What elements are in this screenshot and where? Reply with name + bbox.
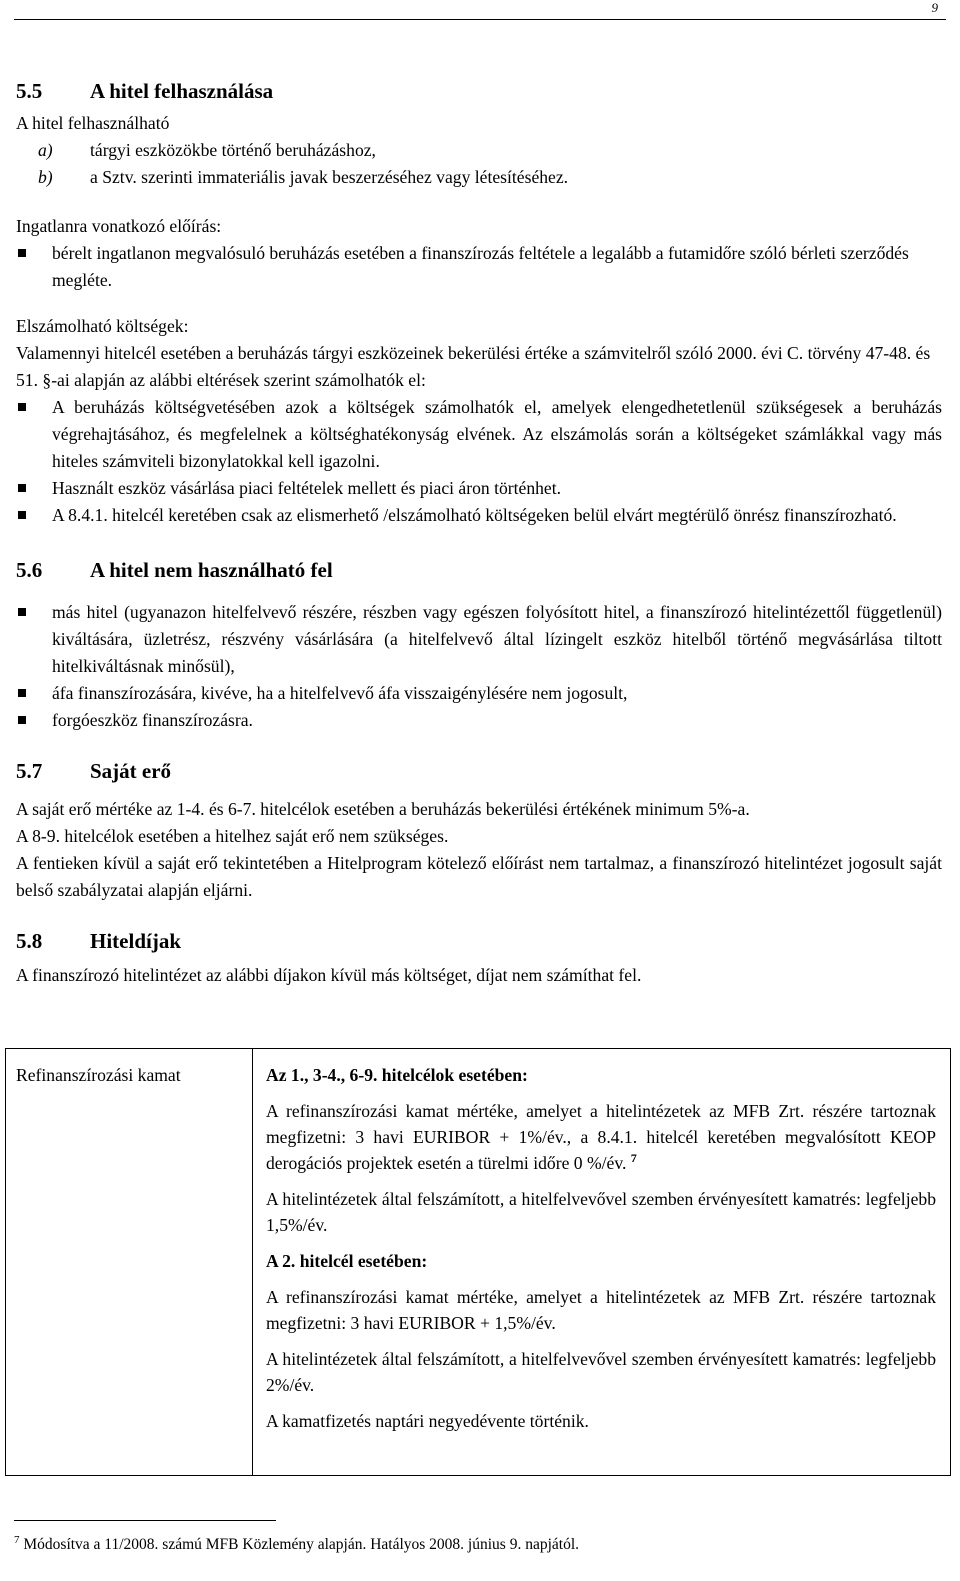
bullet-item: más hitel (ugyanazon hitelfelvevő részére, részben vagy egészen folyósított hitel, a finanszírozó hitelintézettől függetlenül) kiváltására, üzletrész, részvény vásárlására (a hitelfelvevő által lízingelt eszköz hitelből történő megvásárlása tiltott hitelkiváltásnak minősül), [16, 599, 942, 680]
square-bullet-icon [16, 394, 52, 475]
fee-table-content-cell [253, 1049, 950, 1475]
bullet-item: A beruházás költségvetésében azok a költségek számolhatók el, amelyek elengedhetetlenül szükségesek a beruházás végrehajtásához, és megfelelnek a költséghatékonyság elvének. Az elszámolás során a költségeket számlákkal vagy más hiteles számviteli bizonylatokkal kell igazolni. [16, 394, 942, 475]
square-bullet-icon [16, 475, 52, 502]
square-bullet-icon [16, 707, 52, 734]
own-funds-line: A fentieken kívül a saját erő tekintetében a Hitelprogram kötelező előírást nem tartalmaz, a finanszírozó hitelintézet jogosult saját belső szabályzatai alapján eljárni. [16, 853, 942, 900]
square-bullet-icon [16, 240, 52, 294]
list-item: a) tárgyi eszközökbe történő beruházáshoz, [38, 140, 376, 160]
footnote-text: Módosítva a 11/2008. számú MFB Közlemény alapján. Hatályos 2008. június 9. napjától. [23, 1536, 579, 1553]
group2-rate-text: A refinanszírozási kamat mértéke, amelyet a hitelintézetek az MFB Zrt. részére tartoznak megfizetni: 3 havi EURIBOR + 1,5%/év. [266, 1287, 936, 1333]
square-bullet-icon [16, 502, 52, 529]
group1-rate-text: A refinanszírozási kamat mértéke, amelyet a hitelintézetek az MFB Zrt. részére tartoznak megfizetni: 3 havi EURIBOR + 1%/év., a 8.4.1. hitelcél keretében megvalósított KEOP derogációs projektek esetén a türelmi időre 0 %/év. $^7$ [266, 1101, 936, 1173]
payment-note: A kamatfizetés naptári negyedévente történik. [266, 1411, 589, 1431]
section-heading-5-6: 5.6 A hitel nem használható fel [16, 558, 333, 582]
square-bullet-icon [16, 599, 52, 680]
group1-heading: Az 1., 3-4., 6-9. hitelcélok esetében: [266, 1065, 528, 1085]
fee-table [5, 1048, 951, 1476]
real-estate-heading: Ingatlanra vonatkozó előírás: [16, 216, 222, 236]
refinancing-interest-label: Refinanszírozási kamat [16, 1065, 181, 1085]
bullet-item: bérelt ingatlanon megvalósuló beruházás esetében a finanszírozás feltétele a legalább a futamidőre szóló bérleti szerződés megléte. [16, 240, 942, 294]
bullet-item: Használt eszköz vásárlása piaci feltételek mellett és piaci áron történhet. [16, 475, 942, 502]
footnote [14, 1535, 579, 1555]
group1-margin-text: A hitelintézetek által felszámított, a hitelfelvevővel szemben érvényesített kamatrés: legfeljebb 1,5%/év. [266, 1189, 936, 1235]
fees-intro: A finanszírozó hitelintézet az alábbi díjakon kívül más költséget, díjat nem számíthat fel. [16, 965, 642, 985]
square-bullet-icon [16, 680, 52, 707]
footnote-ref: 7 [630, 1151, 637, 1166]
section-heading-5-7: 5.7 Saját erő [16, 759, 172, 783]
fee-table-label-cell [6, 1049, 253, 1475]
section-heading-5-8: 5.8 Hiteldíjak [16, 929, 182, 953]
page-number: 9 [931, 0, 938, 15]
group2-margin-text: A hitelintézetek által felszámított, a hitelfelvevővel szemben érvényesített kamatrés: legfeljebb 2%/év. [266, 1349, 936, 1395]
footnote-rule [14, 1520, 276, 1521]
real-estate-bullets [16, 240, 942, 294]
bullet-item: forgóeszköz finanszírozásra. [16, 707, 942, 734]
prohibited-uses-bullets [16, 599, 942, 734]
footnote-marker: 7 [14, 1533, 20, 1546]
list-item: b) a Sztv. szerinti immateriális javak beszerzéséhez vagy létesítéséhez. [38, 167, 569, 187]
costs-text: Valamennyi hitelcél esetében a beruházás tárgyi eszközeinek bekerülési értéke a számvitelről szóló 2000. évi C. törvény 47-48. és 51. §-ai alapján az alábbi eltérések szerint számolhatók el: [16, 343, 931, 390]
costs-heading: Elszámolható költségek: [16, 316, 189, 336]
own-funds-line: A saját erő mértéke az 1-4. és 6-7. hitelcélok esetében a beruházás bekerülési értékének minimum 5%-a. [16, 799, 750, 819]
section-heading-5-5: 5.5 A hitel felhasználása [16, 79, 274, 103]
costs-bullets [16, 394, 942, 529]
group2-heading: A 2. hitelcél esetében: [266, 1251, 428, 1271]
header-rule [14, 19, 946, 20]
bullet-item: áfa finanszírozására, kivéve, ha a hitelfelvevő áfa visszaigénylésére nem jogosult, [16, 680, 942, 707]
main-content [16, 76, 942, 989]
usage-list [16, 137, 942, 191]
bullet-item: A 8.4.1. hitelcél keretében csak az elismerhető /elszámolható költségeken belül elvárt megtérülő önrész finanszírozható. [16, 502, 942, 529]
own-funds-line: A 8-9. hitelcélok esetében a hitelhez saját erő nem szükséges. [16, 826, 449, 846]
usage-intro: A hitel felhasználható [16, 113, 170, 133]
